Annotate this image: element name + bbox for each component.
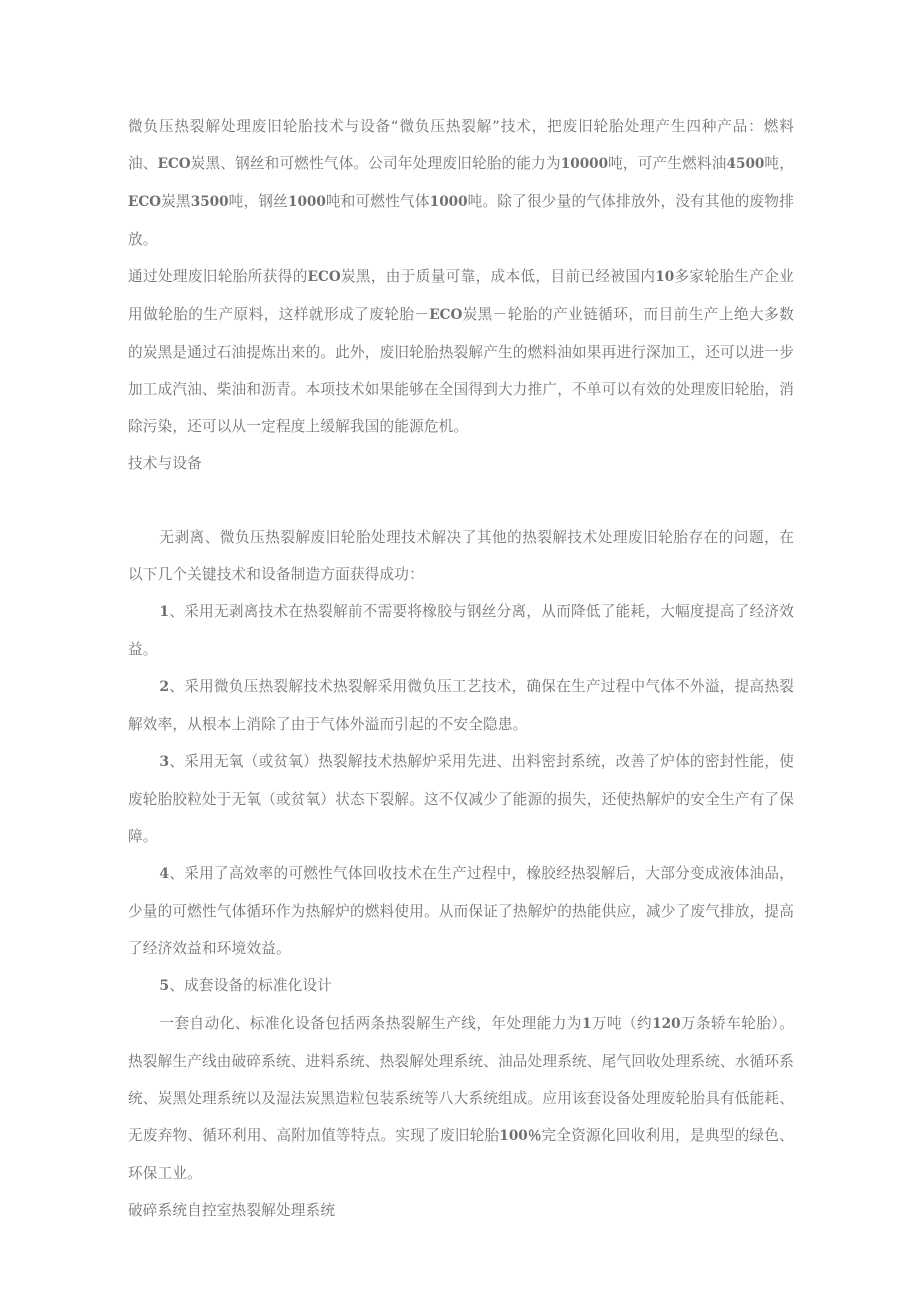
paragraph-item-5-body: 一套自动化、标准化设备包括两条热裂解生产线，年处理能力为1万吨（约120万条轿车轮胎）。热裂解生产线由破碎系统、进料系统、热裂解处理系统、油品处理系统、尾气回收处理系统、水循环系统、炭黑处理系统以及湿法炭黑造粒包装系统等八大系统组成。应用该套设备处理废轮胎具有低能耗、无废弃物、循环利用、高附加值等特点。实现了废旧轮胎100％完全资源化回收利用，是典型的绿色、环保工业。 xyxy=(128,1015,794,1182)
paragraph-item-2: 2、采用微负压热裂解技术热裂解采用微负压工艺技术，确保在生产过程中气体不外溢，提高热裂解效率，从根本上消除了由于气体外溢而引起的不安全隐患。 xyxy=(128,678,794,733)
inline-figure: 10 xyxy=(655,269,675,285)
inline-figure: 1000 xyxy=(287,194,326,210)
paragraph-item-5: 5、成套设备的标准化设计 xyxy=(159,977,333,994)
section-heading-technology-equipment: 技术与设备 xyxy=(128,455,202,472)
inline-figure: 1000 xyxy=(429,194,468,210)
paragraph-section-intro: 无剥离、微负压热裂解废旧轮胎处理技术解决了其他的热裂解技术处理废旧轮胎存在的问题，在以下几个关键技术和设备制造方面获得成功： xyxy=(128,529,794,583)
list-item-number: 2 xyxy=(159,679,170,695)
document-text-body xyxy=(128,108,794,1229)
inline-figure: ECO xyxy=(128,194,162,210)
list-item-number: 1 xyxy=(159,604,170,620)
paragraph-intro-1: 微负压热裂解处理废旧轮胎技术与设备“微负压热裂解”技术，把废旧轮胎处理产生四种产品：燃料油、ECO炭黑、钢丝和可燃性气体。公司年处理废旧轮胎的能力为10000吨，可产生燃料油4500吨，ECO炭黑3500吨，钢丝1000吨和可燃性气体1000吨。除了很少量的气体排放外，没有其他的废物排放。 xyxy=(128,118,794,248)
inline-figure: ECO xyxy=(429,307,463,323)
figure-caption-line: 破碎系统自控室热裂解处理系统 xyxy=(128,1202,336,1219)
paragraph-item-1: 1、采用无剥离技术在热裂解前不需要将橡胶与钢丝分离，从而降低了能耗，大幅度提高了经济效益。 xyxy=(128,603,794,658)
paragraph-item-4: 4、采用了高效率的可燃性气体回收技术在生产过程中，橡胶经热裂解后，大部分变成液体油品，少量的可燃性气体循环作为热解炉的燃料使用。从而保证了热解炉的热能供应，减少了废气排放，提高了经济效益和环境效益。 xyxy=(128,865,794,957)
paragraph-intro-2: 通过处理废旧轮胎所获得的ECO炭黑，由于质量可靠，成本低，目前已经被国内10多家轮胎生产企业用做轮胎的生产原料，这样就形成了废轮胎－ECO炭黑－轮胎的产业链循环，而目前生产上绝大多数的炭黑是通过石油提炼出来的。此外，废旧轮胎热裂解产生的燃料油如果再进行深加工，还可以进一步加工成汽油、柴油和沥青。本项技术如果能够在全国得到大力推广，不单可以有效的处理废旧轮胎，消除污染，还可以从一定程度上缓解我国的能源危机。 xyxy=(128,268,794,435)
list-item-number: 5 xyxy=(159,978,170,994)
list-item-number: 4 xyxy=(159,866,170,882)
inline-figure: 120 xyxy=(652,1016,681,1032)
inline-figure: 100％ xyxy=(499,1128,542,1144)
list-item-number: 3 xyxy=(159,754,170,770)
paragraph-item-3: 3、采用无氧（或贫氧）热裂解技术热解炉采用先进、出料密封系统，改善了炉体的密封性能，使废轮胎胶粒处于无氧（或贫氧）状态下裂解。这不仅减少了能源的损失，还使热解炉的安全生产有了保障。 xyxy=(128,753,794,845)
inline-figure: ECO xyxy=(307,269,341,285)
inline-figure: 10000 xyxy=(560,156,609,172)
inline-figure: 4500 xyxy=(726,156,765,172)
inline-figure: ECO xyxy=(157,156,191,172)
inline-figure: 1 xyxy=(582,1016,592,1032)
inline-figure: 3500 xyxy=(190,194,229,210)
